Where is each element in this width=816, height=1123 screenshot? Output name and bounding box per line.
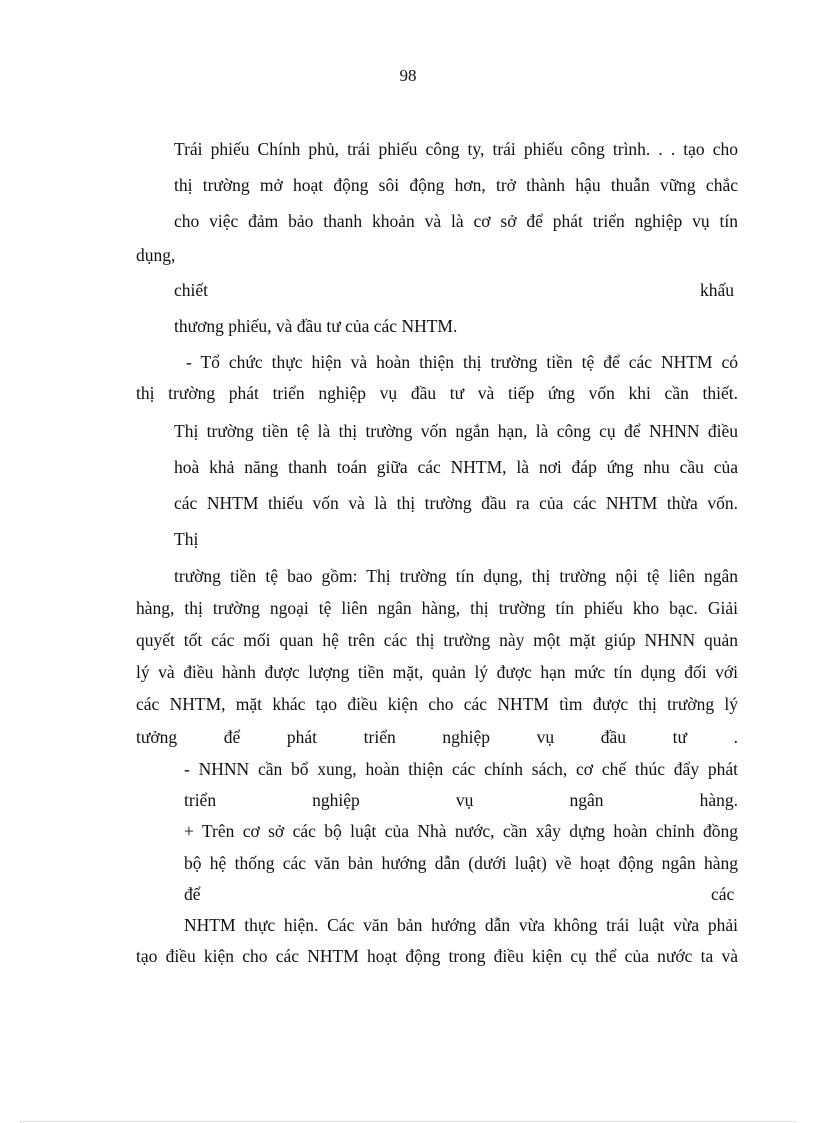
text-line: tưởng để phát triển nghiệp vụ đầu tư . [136,727,738,747]
text-line: hoà khả năng thanh toán giữa các NHTM, là nơi đáp ứng nhu cầu của [174,457,738,477]
text-line: NHTM thực hiện. Các văn bản hướng dẫn vừa không trái luật vừa phải [184,915,738,935]
text-line: thị trường phát triển nghiệp vụ đầu tư và tiếp ứng vốn khi cần thiết. [136,383,738,403]
text-line: trường tiền tệ bao gồm: Thị trường tín dụng, thị trường nội tệ liên ngân [174,566,738,586]
text-line: Thị trường tiền tệ là thị trường vốn ngắn hạn, là công cụ để NHNN điều [174,421,738,441]
text-line: các [711,884,735,904]
text-line: các NHTM thiếu vốn và là thị trường đầu ra của các NHTM thừa vốn. [174,493,738,513]
text-line: để [184,884,201,904]
text-line: thương phiếu, và đầu tư của các NHTM. [174,316,458,336]
text-line: bộ hệ thống các văn bản hướng dẫn (dưới luật) về hoạt động ngân hàng [184,853,738,873]
text-line: lý và điều hành được lượng tiền mặt, quản lý được hạn mức tín dụng đối với [136,662,738,682]
text-line: quyết tốt các mối quan hệ trên các thị trường này một mặt giúp NHNN quản [136,630,738,650]
text-line: các NHTM, mặt khác tạo điều kiện cho các NHTM tìm được thị trường lý [136,694,738,714]
text-line: triển nghiệp vụ ngân hàng. [184,790,738,810]
text-line: cho việc đảm bảo thanh khoản và là cơ sở để phát triển nghiệp vụ tín [174,211,738,231]
text-line: Trái phiếu Chính phủ, trái phiếu công ty, trái phiếu công trình. . . tạo cho [174,139,738,159]
page-number: 98 [399,66,417,85]
text-line: thị trường mở hoạt động sôi động hơn, trở thành hậu thuẫn vững chắc [174,175,738,195]
text-line: khấu [700,280,735,300]
text-line: + Trên cơ sở các bộ luật của Nhà nước, cần xây dựng hoàn chỉnh đồng [184,821,738,841]
text-line: dụng, [136,245,176,265]
text-line: tạo điều kiện cho các NHTM hoạt động trong điều kiện cụ thể của nước ta và [136,946,738,966]
text-line: - NHNN cần bổ xung, hoàn thiện các chính sách, cơ chế thúc đẩy phát [184,759,738,779]
text-line: hàng, thị trường ngoại tệ liên ngân hàng, thị trường tín phiếu kho bạc. Giải [136,598,738,618]
page-bottom-border [20,1121,796,1122]
text-line: - Tổ chức thực hiện và hoàn thiện thị trường tiền tệ để các NHTM có [186,352,738,372]
text-line: chiết [174,280,209,300]
text-line: Thị [174,529,199,549]
